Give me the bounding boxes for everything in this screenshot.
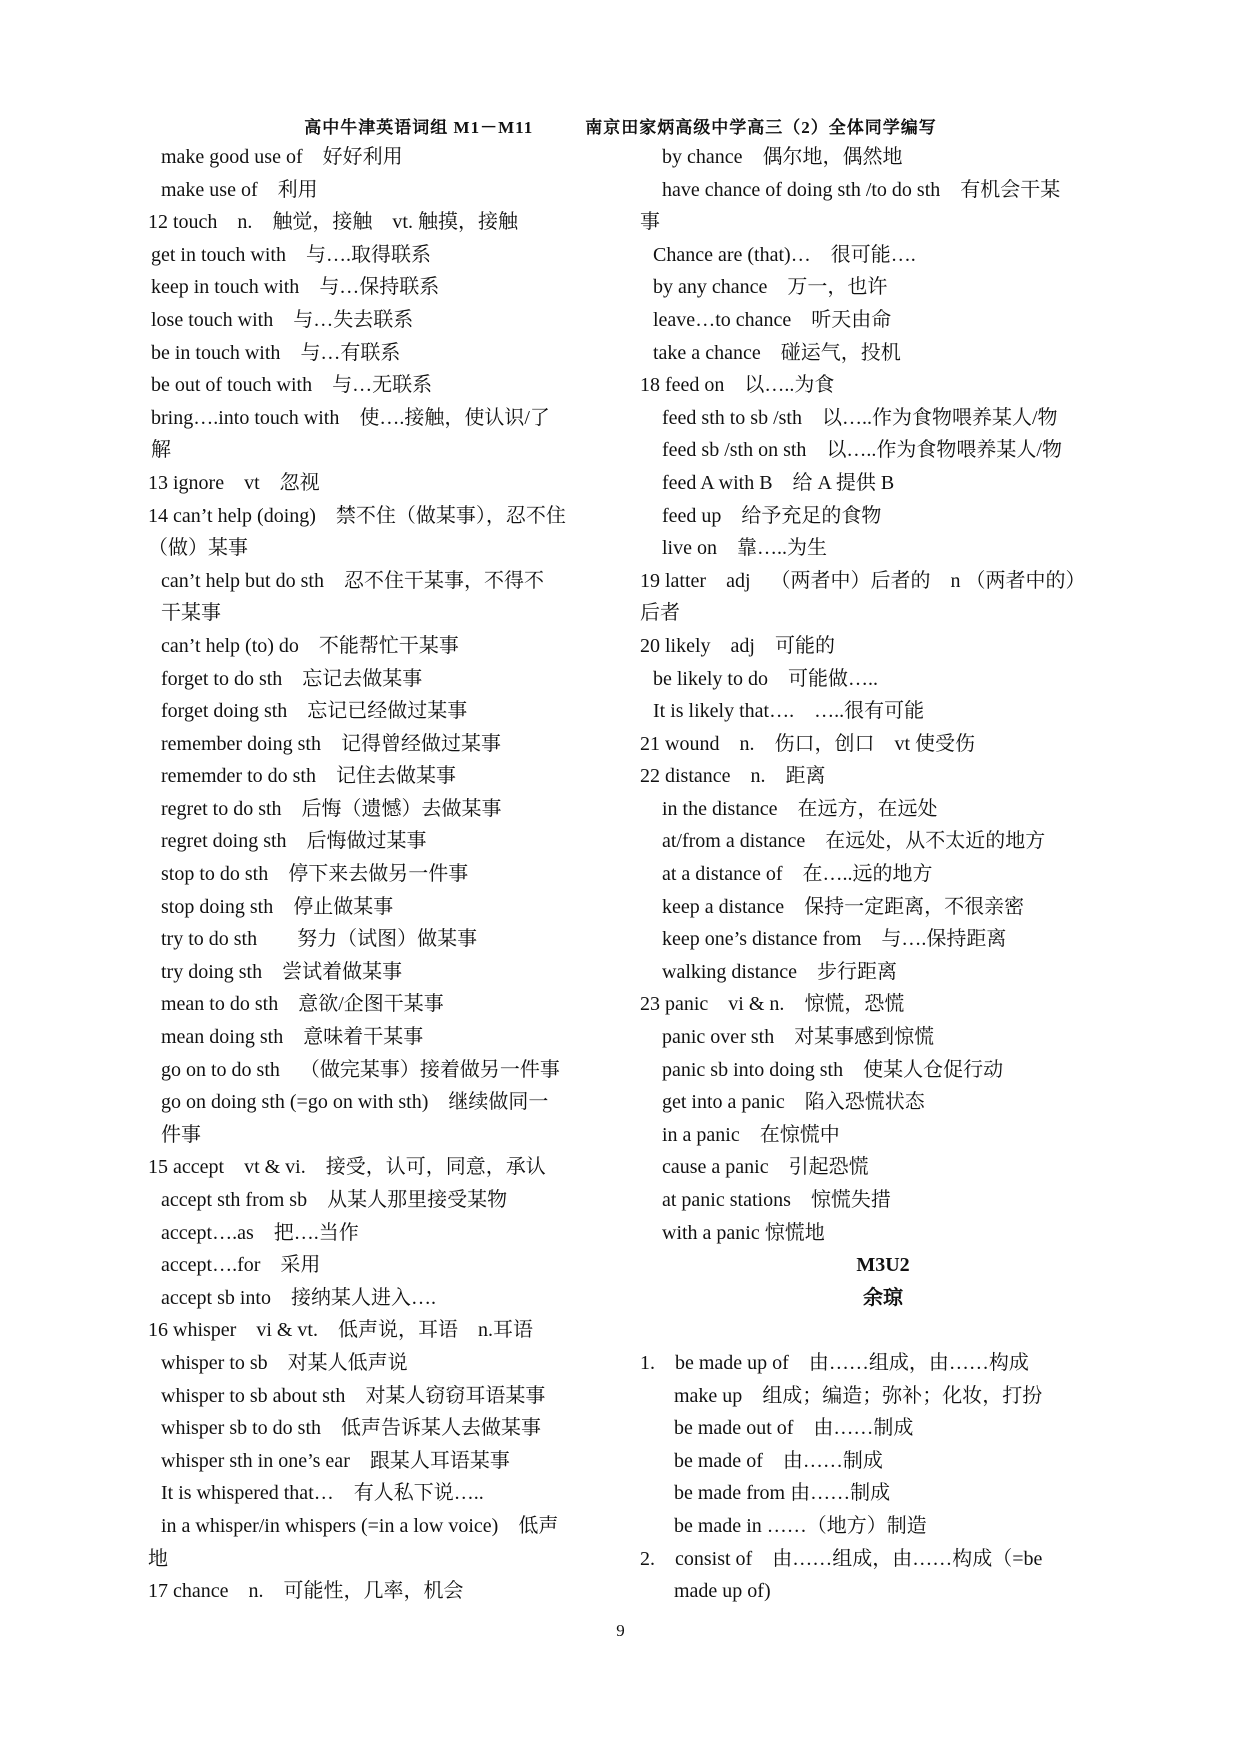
vocab-line <box>148 630 610 663</box>
vocab-line <box>640 1217 1126 1250</box>
vocab-line <box>640 1021 1126 1054</box>
phrase-en: remember doing sth <box>161 732 321 755</box>
meaning-zh: 听天由命 <box>811 308 892 331</box>
phrase-en: go on doing sth (=go on with sth) <box>161 1091 429 1114</box>
meaning-zh: 靠…..为生 <box>737 537 827 560</box>
meaning-zh: 与…无联系 <box>332 374 433 397</box>
meaning-zh: 步行距离 <box>816 960 897 983</box>
meaning-zh: 与….取得联系 <box>305 243 431 266</box>
vocab-line <box>148 1054 610 1087</box>
vocab-line <box>640 825 1126 858</box>
meaning-zh: 意欲/企图干某事 <box>298 993 444 1016</box>
vocab-line <box>148 206 610 239</box>
meaning-zh: 引起恐慌 <box>788 1156 869 1179</box>
meaning-zh: 利用 <box>277 178 318 201</box>
meaning-zh: 以…..作为食物喂养某人/物 <box>826 439 1062 462</box>
meaning-zh: 给 A 提供 B <box>792 471 895 494</box>
vocab-line <box>148 695 610 728</box>
phrase-en: 2. consist of <box>640 1547 753 1570</box>
phrase-en: stop to do sth <box>161 863 269 886</box>
meaning-zh: 继续做同一 <box>448 1091 549 1114</box>
meaning-zh: 在惊慌中 <box>759 1123 840 1146</box>
vocab-line <box>148 825 610 858</box>
phrase-en: by chance <box>662 146 743 168</box>
vocab-line <box>640 988 1126 1021</box>
vocab-line <box>640 532 1126 565</box>
vocab-line <box>148 956 610 989</box>
meaning-zh: 很可能…. <box>830 243 916 266</box>
phrase-en: try to do sth <box>161 928 258 951</box>
phrase-en: at panic stations <box>662 1189 791 1211</box>
vocab-line <box>640 1086 1126 1119</box>
vocab-line <box>148 1151 610 1184</box>
phrase-en: 19 latter adj <box>640 569 751 592</box>
meaning-zh: 低声告诉某人去做某事 <box>341 1417 541 1440</box>
meaning-zh: 事 <box>640 211 660 234</box>
meaning-zh: 使….接触，使认识/了 <box>359 406 550 429</box>
vocab-line <box>640 467 1126 500</box>
vocab-line <box>640 1314 1126 1347</box>
vocab-line <box>148 663 610 696</box>
meaning-zh: 记住去做某事 <box>335 765 456 788</box>
phrase-en: be made from 由……制成 <box>674 1482 891 1505</box>
meaning-zh: 忽视 <box>279 471 320 494</box>
phrase-en: 20 likely adj <box>640 634 755 657</box>
meaning-zh: 在远处，从不太近的地方 <box>825 830 1046 853</box>
vocab-line <box>148 500 610 533</box>
phrase-en: be out of touch with <box>151 374 313 397</box>
phrase-en: try doing sth <box>161 960 263 983</box>
vocab-line <box>640 1412 1126 1445</box>
phrase-en: in a panic <box>662 1123 740 1146</box>
meaning-zh: 好好利用 <box>322 146 403 168</box>
phrase-en: M3U2 <box>856 1254 910 1277</box>
meaning-zh: 触觉，接触 vt. 触摸，接触 <box>272 211 518 234</box>
phrase-en: 12 touch n. <box>148 211 253 234</box>
phrase-en: walking distance <box>662 960 797 983</box>
phrase-en: 18 feed on <box>640 374 725 397</box>
meaning-zh: 禁不住（做某事），忍不住 <box>335 504 566 527</box>
phrase-en: be likely to do <box>653 667 768 690</box>
phrase-en: get into a panic <box>662 1091 785 1114</box>
phrase-en: 23 panic vi & n. <box>640 993 785 1016</box>
phrase-en: made up of) <box>674 1580 771 1603</box>
vocab-line <box>640 956 1126 989</box>
phrase-en: mean doing sth <box>161 1026 284 1049</box>
phrase-en: 21 wound n. <box>640 732 755 755</box>
phrase-en: accept sb into <box>161 1286 271 1309</box>
meaning-zh: 地 <box>148 1547 168 1570</box>
vocab-line <box>640 1575 1126 1608</box>
phrase-en: 1. be made up of <box>640 1351 789 1374</box>
vocab-line <box>640 858 1126 891</box>
phrase-en: It is whispered that… <box>161 1482 334 1505</box>
vocab-line <box>148 304 610 337</box>
meaning-zh: 停下来去做另一件事 <box>288 863 469 886</box>
meaning-zh: 忍不住干某事，不得不 <box>343 569 544 592</box>
meaning-zh: 接受，认可，同意，承认 <box>325 1156 546 1179</box>
meaning-zh: （两者中）后者的 n （两者中的） <box>770 569 1086 592</box>
meaning-zh: 停止做某事 <box>293 895 394 918</box>
meaning-zh: 有机会干某 <box>960 178 1061 201</box>
phrase-en: whisper to sb <box>161 1351 268 1374</box>
vocab-line <box>640 434 1126 467</box>
phrase-en: in a whisper/in whispers (=in a low voice) <box>161 1514 499 1537</box>
page-header <box>0 113 1241 138</box>
meaning-zh: 有人私下说….. <box>353 1482 484 1505</box>
vocab-line <box>640 1151 1126 1184</box>
meaning-zh: 以…..作为食物喂养某人/物 <box>822 406 1058 429</box>
vocab-line <box>148 1477 610 1510</box>
phrase-en: accept….as <box>161 1221 254 1244</box>
vocab-line <box>640 630 1126 663</box>
vocab-line <box>640 1380 1126 1413</box>
meaning-zh: 干某事 <box>161 602 221 625</box>
phrase-en: lose touch with <box>151 308 274 331</box>
vocab-line <box>640 1184 1126 1217</box>
meaning-zh: 偶尔地，偶然地 <box>762 146 903 168</box>
phrase-en: feed A with B <box>662 471 773 494</box>
meaning-zh: 可能的 <box>774 634 835 657</box>
phrase-en: regret doing sth <box>161 830 287 853</box>
vocab-line <box>148 467 610 500</box>
meaning-zh: 组成；编造；弥补；化妆，打扮 <box>762 1384 1043 1407</box>
phrase-en: by any chance <box>653 276 768 299</box>
phrase-en: stop doing sth <box>161 895 274 918</box>
meaning-zh: 对某人窃窃耳语某事 <box>365 1384 546 1407</box>
meaning-zh: （做）某事 <box>148 537 248 560</box>
vocab-line <box>148 1086 610 1119</box>
vocab-line <box>640 1119 1126 1152</box>
phrase-en: can’t help (to) do <box>161 634 299 657</box>
phrase-en: cause a panic <box>662 1156 769 1179</box>
vocab-line <box>148 1184 610 1217</box>
meaning-zh: 可能性，几率，机会 <box>283 1580 464 1603</box>
phrase-en: bring….into touch with <box>151 406 340 429</box>
meaning-zh: 保持一定距离，不很亲密 <box>804 895 1025 918</box>
vocab-line <box>640 141 1126 174</box>
vocab-line <box>640 1543 1126 1576</box>
vocab-line <box>640 206 1126 239</box>
phrase-en: keep one’s distance from <box>662 928 862 951</box>
phrase-en: can’t help but do sth <box>161 569 324 592</box>
meaning-zh: 与…失去联系 <box>293 308 414 331</box>
phrase-en: feed sth to sb /sth <box>662 406 802 429</box>
vocab-line <box>640 728 1126 761</box>
vocab-line <box>148 565 610 598</box>
meaning-zh: 忘记去做某事 <box>302 667 423 690</box>
meaning-zh: 以…..为食 <box>744 374 835 397</box>
phrase-en: panic over sth <box>662 1026 775 1049</box>
vocab-line <box>148 728 610 761</box>
phrase-en: make use of <box>161 178 258 201</box>
vocab-line <box>640 1054 1126 1087</box>
meaning-zh: 在远方，在远处 <box>797 797 938 820</box>
phrase-en: leave…to chance <box>653 308 792 331</box>
phrase-en: at/from a distance <box>662 830 806 853</box>
phrase-en: live on <box>662 537 717 560</box>
vocab-line <box>148 1575 610 1608</box>
vocab-line <box>148 923 610 956</box>
vocab-line <box>640 500 1126 533</box>
meaning-zh: 惊慌，恐慌 <box>804 993 905 1016</box>
vocab-line <box>148 1412 610 1445</box>
phrase-en: 16 whisper vi & vt. <box>148 1319 318 1342</box>
vocab-line <box>148 337 610 370</box>
meaning-zh: 后悔（遗憾）去做某事 <box>301 797 502 820</box>
vocab-line <box>640 597 1126 630</box>
meaning-zh: 使某人仓促行动 <box>863 1058 1004 1081</box>
vocab-line <box>148 174 610 207</box>
vocab-line <box>640 304 1126 337</box>
vocab-line <box>640 760 1126 793</box>
vocab-line <box>640 695 1126 728</box>
meaning-zh: 忘记已经做过某事 <box>307 700 468 723</box>
phrase-en: be made in ……（地方）制造 <box>674 1514 927 1537</box>
meaning-zh: 在…..远的地方 <box>802 863 933 886</box>
vocab-line <box>148 1249 610 1282</box>
phrase-en: panic sb into doing sth <box>662 1058 844 1081</box>
vocab-line <box>148 1510 610 1543</box>
phrase-en: in the distance <box>662 797 778 820</box>
phrase-en: be in touch with <box>151 341 281 364</box>
meaning-zh: 把….当作 <box>273 1221 359 1244</box>
vocab-line <box>148 1282 610 1315</box>
meaning-zh: 不能帮忙干某事 <box>318 634 459 657</box>
phrase-en: regret to do sth <box>161 797 282 820</box>
vocab-line <box>148 1217 610 1250</box>
phrase-en: 17 chance n. <box>148 1580 264 1603</box>
vocab-line <box>148 1347 610 1380</box>
phrase-en: mean to do sth <box>161 993 279 1016</box>
vocab-line <box>640 663 1126 696</box>
phrase-en: accept….for <box>161 1254 261 1277</box>
phrase-en: forget doing sth <box>161 700 288 723</box>
vocab-line <box>148 271 610 304</box>
vocab-line <box>148 1380 610 1413</box>
vocab-line <box>148 793 610 826</box>
vocab-line <box>148 141 610 174</box>
vocab-line <box>640 1347 1126 1380</box>
meaning-zh: 解 <box>151 439 171 462</box>
meaning-zh: 陷入恐慌状态 <box>804 1091 925 1114</box>
meaning-zh: 与…有联系 <box>300 341 401 364</box>
vocab-line <box>148 369 610 402</box>
meaning-zh: 由……制成 <box>782 1449 883 1472</box>
meaning-zh: 低声说，耳语 n.耳语 <box>338 1319 533 1342</box>
phrase-en: 22 distance n. <box>640 765 766 788</box>
vocab-line <box>148 1445 610 1478</box>
vocab-line <box>148 434 610 467</box>
phrase-en: keep in touch with <box>151 276 300 299</box>
phrase-en: at a distance of <box>662 863 783 886</box>
phrase-en: take a chance <box>653 341 761 364</box>
meaning-zh: 由……制成 <box>813 1417 914 1440</box>
meaning-zh: 与…保持联系 <box>319 276 440 299</box>
vocab-line <box>148 1021 610 1054</box>
vocab-line <box>148 858 610 891</box>
phrase-en: feed sb /sth on sth <box>662 439 807 462</box>
vocab-line <box>640 369 1126 402</box>
phrase-en: with a panic 惊慌地 <box>662 1221 825 1244</box>
phrase-en: have chance of doing sth /to do sth <box>662 178 941 201</box>
vocab-line <box>640 793 1126 826</box>
page-number: 9 <box>616 1621 625 1640</box>
vocab-line <box>148 239 610 272</box>
vocab-line <box>640 1510 1126 1543</box>
meaning-zh: 努力（试图）做某事 <box>277 928 478 951</box>
phrase-en: make good use of <box>161 146 303 168</box>
meaning-zh: 对某人低声说 <box>287 1351 408 1374</box>
vocab-line <box>640 271 1126 304</box>
phrase-en: be made out of <box>674 1417 794 1440</box>
phrase-en: 14 can’t help (doing) <box>148 504 316 527</box>
meaning-zh: 由……组成，由……构成（=be <box>772 1547 1043 1570</box>
right-column <box>640 141 1126 1608</box>
meaning-zh: 采用 <box>280 1254 321 1277</box>
vocab-line <box>148 1119 610 1152</box>
meaning-zh: 与….保持距离 <box>881 928 1007 951</box>
vocab-line <box>640 402 1126 435</box>
phrase-en: whisper sth in one’s ear <box>161 1449 350 1472</box>
meaning-zh: 可能做….. <box>787 667 878 690</box>
meaning-zh: 件事 <box>161 1123 201 1146</box>
vocab-line <box>148 891 610 924</box>
vocab-line <box>640 1445 1126 1478</box>
meaning-zh: 记得曾经做过某事 <box>340 732 501 755</box>
meaning-zh: 意味着干某事 <box>303 1026 424 1049</box>
vocab-line <box>148 1543 610 1576</box>
vocab-line <box>148 532 610 565</box>
vocab-line <box>640 1477 1126 1510</box>
phrase-en: get in touch with <box>151 243 286 266</box>
vocab-line <box>640 337 1126 370</box>
meaning-zh: 跟某人耳语某事 <box>369 1449 510 1472</box>
phrase-en: It is likely that…. <box>653 700 795 723</box>
phrase-en: accept sth from sb <box>161 1189 308 1211</box>
vocab-line <box>148 597 610 630</box>
meaning-zh: 对某事感到惊慌 <box>794 1026 935 1049</box>
meaning-zh: 惊慌失措 <box>810 1189 891 1211</box>
left-column <box>148 141 610 1608</box>
meaning-zh: 余琼 <box>863 1286 903 1309</box>
vocab-line <box>148 988 610 1021</box>
phrase-en: forget to do sth <box>161 667 283 690</box>
meaning-zh: …..很有可能 <box>814 700 925 723</box>
vocab-line <box>640 923 1126 956</box>
phrase-en: 15 accept vt & vi. <box>148 1156 306 1179</box>
vocab-line <box>148 760 610 793</box>
phrase-en: make up <box>674 1384 743 1407</box>
phrase-en: 13 ignore vt <box>148 471 260 494</box>
phrase-en: whisper to sb about sth <box>161 1384 346 1407</box>
meaning-zh: 由……组成，由……构成 <box>808 1351 1029 1374</box>
phrase-en: whisper sb to do sth <box>161 1417 321 1440</box>
vocab-line <box>640 1282 1126 1315</box>
phrase-en: Chance are (that)… <box>653 243 811 266</box>
meaning-zh: 给予充足的食物 <box>741 504 882 527</box>
meaning-zh: 接纳某人进入…. <box>290 1286 436 1309</box>
vocab-line <box>640 565 1126 598</box>
vocab-line <box>148 1314 610 1347</box>
meaning-zh: 伤口，创口 vt 使受伤 <box>774 732 976 755</box>
meaning-zh: 低声 <box>518 1514 559 1537</box>
meaning-zh: （做完某事）接着做另一件事 <box>299 1058 560 1081</box>
meaning-zh: 碰运气，投机 <box>780 341 901 364</box>
phrase-en: rememder to do sth <box>161 765 316 788</box>
phrase-en: keep a distance <box>662 895 785 918</box>
phrase-en: be made of <box>674 1449 763 1472</box>
header-title: 高中牛津英语词组 M1－M11 <box>304 118 534 137</box>
meaning-zh: 后者 <box>640 602 680 625</box>
meaning-zh: 后悔做过某事 <box>306 830 427 853</box>
phrase-en: go on to do sth <box>161 1058 280 1081</box>
phrase-en: feed up <box>662 504 722 527</box>
meaning-zh: 距离 <box>785 765 826 788</box>
meaning-zh: 万一，也许 <box>787 276 888 299</box>
vocab-line <box>640 239 1126 272</box>
meaning-zh: 尝试着做某事 <box>282 960 403 983</box>
header-credit: 南京田家炳高级中学高三（2）全体同学编写 <box>585 118 937 137</box>
meaning-zh: 从某人那里接受某物 <box>327 1189 508 1211</box>
vocab-line <box>640 174 1126 207</box>
vocab-line <box>640 891 1126 924</box>
vocab-line <box>640 1249 1126 1282</box>
vocab-line <box>148 402 610 435</box>
